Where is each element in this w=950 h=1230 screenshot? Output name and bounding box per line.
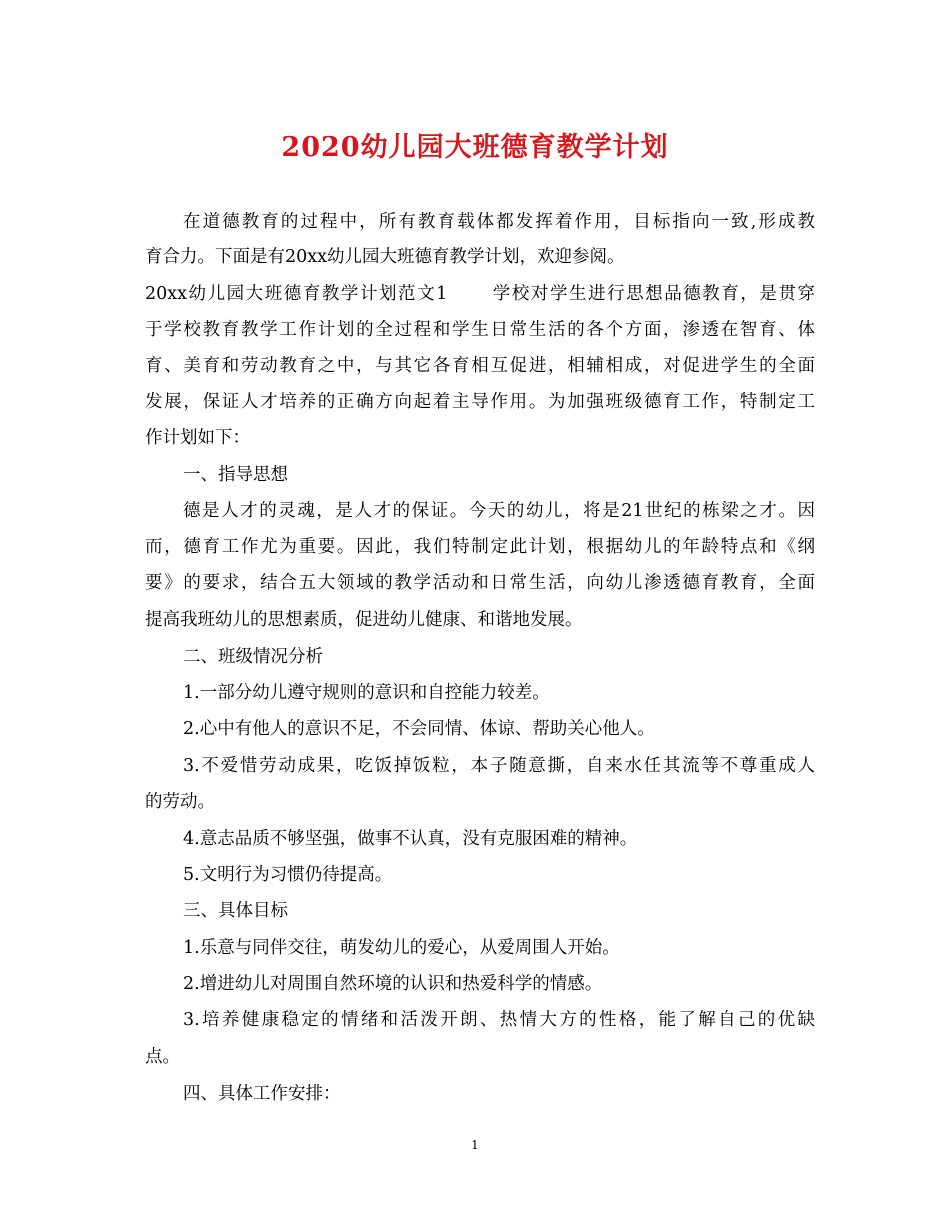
section-1-line-3: 要》的要求，结合五大领域的教学活动和日常生活，向幼儿渗透德育教育，全面 <box>145 573 815 593</box>
sample-line-1 <box>145 277 815 311</box>
section-1-line-1: 德是人才的灵魂，是人才的保证。今天的幼儿，将是21世纪的栋梁之才。因 <box>183 501 815 521</box>
section-3-item-1: 1.乐意与同伴交往，萌发幼儿的爱心，从爱周围人开始。 <box>183 938 620 958</box>
section-3-item-3-line-1: 3.培养健康稳定的情绪和活泼开朗、热情大方的性格，能了解自己的优缺 <box>183 1010 815 1030</box>
sample-line-5: 作计划如下： <box>145 428 250 448</box>
section-1-heading: 一、指导思想 <box>183 465 288 485</box>
section-2-item-3-line-1: 3.不爱惜劳动成果，吃饭掉饭粒，本子随意撕，自来水任其流等不尊重成人 <box>183 756 815 776</box>
section-3-heading: 三、具体目标 <box>183 901 288 921</box>
section-3-item-2: 2.增进幼儿对周围自然环境的认识和热爱科学的情感。 <box>183 974 603 994</box>
sample-line-1-rest: 学校对学生进行思想品德教育，是贯穿 <box>491 284 815 304</box>
section-2-item-2: 2.心中有他人的意识不足，不会同情、体谅、帮助关心他人。 <box>183 719 655 739</box>
section-1-line-2: 而，德育工作尤为重要。因此，我们特制定此计划，根据幼儿的年龄特点和《纲 <box>145 537 815 557</box>
document-title: 2020幼儿园大班德育教学计划 <box>281 132 669 163</box>
section-3-item-3-line-2: 点。 <box>145 1047 180 1067</box>
section-2-heading: 二、班级情况分析 <box>183 647 323 667</box>
intro-line-2: 育合力。下面是有20xx幼儿园大班德育教学计划，欢迎参阅。 <box>145 247 625 267</box>
sample-line-4: 发展，保证人才培养的正确方向起着主导作用。为加强班级德育工作，特制定工 <box>145 392 815 412</box>
intro-line-1: 在道德教育的过程中，所有教育载体都发挥着作用，目标指向一致,形成教 <box>183 212 815 232</box>
section-2-item-5: 5.文明行为习惯仍待提高。 <box>183 865 393 885</box>
section-4-heading: 四、具体工作安排： <box>183 1084 341 1104</box>
section-1-line-4: 提高我班幼儿的思想素质，促进幼儿健康、和谐地发展。 <box>145 610 583 630</box>
sample-line-3: 育、美育和劳动教育之中，与其它各育相互促进，相辅相成，对促进学生的全面 <box>145 356 815 376</box>
section-2-item-3-line-2: 的劳动。 <box>145 792 215 812</box>
section-2-item-4: 4.意志品质不够坚强，做事不认真，没有克服困难的精神。 <box>183 829 638 849</box>
sample-line-2: 于学校教育教学工作计划的全过程和学生日常生活的各个方面，渗透在智育、体 <box>145 320 815 340</box>
page-number: 1 <box>471 1138 479 1152</box>
sample-heading: 20xx幼儿园大班德育教学计划范文1 <box>145 284 448 304</box>
section-2-item-1: 1.一部分幼儿遵守规则的意识和自控能力较差。 <box>183 683 550 703</box>
